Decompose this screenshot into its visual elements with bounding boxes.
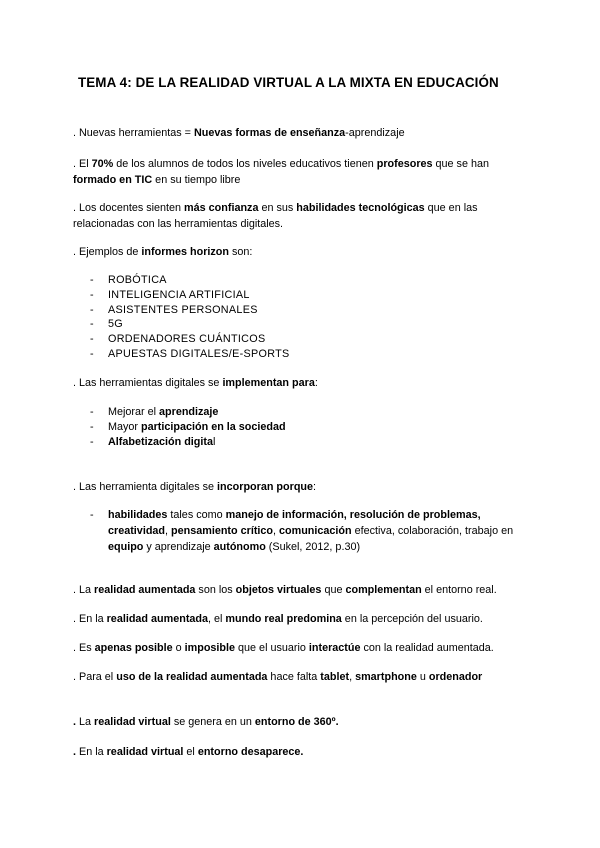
paragraph-teacher-confidence: . Los docentes sienten más confianza en sus habilidades tecnológicas que en las relacionadas con las herramientas digitales. <box>73 202 478 230</box>
paragraph-ar-real-world: . En la realidad aumentada, el mundo real predomina en la percepción del usuario. <box>73 613 483 625</box>
list-item: - Mejorar el aprendizaje <box>90 406 219 418</box>
list-item: - INTELIGENCIA ARTIFICIAL <box>90 288 250 301</box>
list-item: - Alfabetización digital <box>90 435 216 448</box>
implement-for-list <box>90 405 530 449</box>
list-item: - 5G <box>90 318 124 331</box>
paragraph-horizon-examples: . Ejemplos de informes horizon son: <box>73 246 253 258</box>
list-item: - habilidades tales como manejo de información, resolución de problemas, creatividad, pensamiento crítico, comunicación efectiva, colaboración, trabajo en equipo y aprendizaje autónomo (Sukel, 2012, p.30) <box>90 509 514 553</box>
list-item: - ORDENADORES CUÁNTICOS <box>90 333 266 346</box>
list-item: - APUESTAS DIGITALES/E-SPORTS <box>90 347 290 360</box>
horizon-examples-list <box>90 273 530 362</box>
paragraph-vr-environment: . La realidad virtual se genera en un entorno de 360º. <box>73 716 339 728</box>
paragraph-ar-interaction: . Es apenas posible o imposible que el usuario interactúe con la realidad aumentada. <box>73 642 494 654</box>
list-item: - ASISTENTES PERSONALES <box>90 303 258 316</box>
paragraph-new-tools: . Nuevas herramientas = Nuevas formas de enseñanza-aprendizaje <box>73 127 405 139</box>
paragraph-incorporate-because: . Las herramienta digitales se incorporan porque: <box>73 481 317 493</box>
paragraph-ar-devices: . Para el uso de la realidad aumentada hace falta tablet, smartphone u ordenador <box>73 671 483 683</box>
paragraph-teachers-training: . El 70% de los alumnos de todos los niveles educativos tienen profesores que se han formado en TIC en su tiempo libre <box>73 158 489 186</box>
incorporate-because-list <box>90 507 530 555</box>
list-item: - ROBÓTICA <box>90 274 167 286</box>
page-title: TEMA 4: DE LA REALIDAD VIRTUAL A LA MIXTA EN EDUCACIÓN <box>78 75 499 90</box>
list-item: - Mayor participación en la sociedad <box>90 420 286 433</box>
paragraph-implement-for: . Las herramientas digitales se implementan para: <box>73 377 318 389</box>
paragraph-vr-disappears: . En la realidad virtual el entorno desaparece. <box>73 746 304 758</box>
paragraph-ar-definition: . La realidad aumentada son los objetos virtuales que complementan el entorno real. <box>73 584 497 596</box>
